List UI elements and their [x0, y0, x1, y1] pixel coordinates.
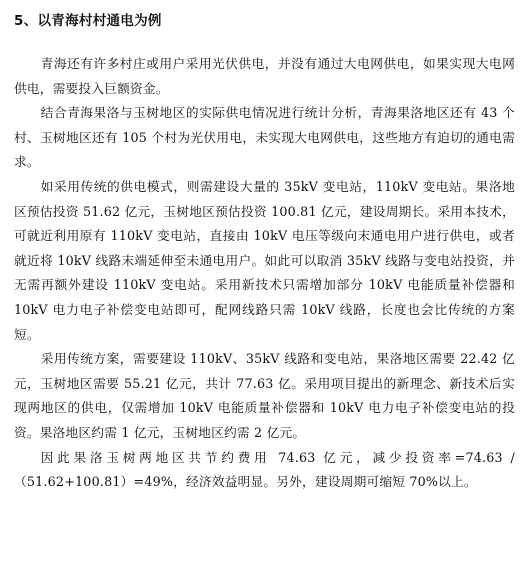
paragraph-conclusion: 因此果洛玉树两地区共节约费用 74.63 亿元，减少投资率=74.63 /（51.62+100.81）=49%，经济效益明显。另外，建设周期可缩短 70%以上。 [14, 449, 515, 490]
section-heading: 5、以青海村村通电为例 [14, 13, 162, 29]
paragraph-cost-comparison: 采用传统方案，需要建设 110kV、35kV 线路和变电站，果洛地区需要 22.42 亿元，玉树地区需要 55.21 亿元，共计 77.63 亿。采用项目提出的新理念、新技术后实现两地区的供电，仅需增加 10kV 电能质量补偿器和 10kV 电力电子补偿变电站的投资。果洛地区约需 1 亿元，玉树地区约需 2 亿元。 [14, 351, 515, 440]
paragraph-traditional-vs-new: 如采用传统的供电模式，则需建设大量的 35kV 变电站，110kV 变电站。果洛地区预估投资 51.62 亿元，玉树地区预估投资 100.81 亿元，建设周期长。采用本技术，可就近利用原有 110kV 变电站，直接由 10kV 电压等级向末通电用户进行供电，或者就近将 10kV 线路末端延伸至未通电用户。如此可以取消 35kV 线路与变电站投资，并无需再额外建设 110kV 变电站。采用新技术只需增加部分 10kV 电能质量补偿器和 10kV 电力电子补偿变电站即可，配网线路只需 10kV 线路，长度也会比传统的方案短。 [14, 178, 515, 342]
paragraph-statistics: 结合青海果洛与玉树地区的实际供电情况进行统计分析，青海果洛地区还有 43 个村、玉树地区还有 105 个村为光伏用电，未实现大电网供电，这些地方有迫切的通电需求。 [14, 105, 515, 170]
paragraph-intro: 青海还有许多村庄或用户采用光伏供电，并没有通过大电网供电，如果实现大电网供电，需要投入巨额资金。 [14, 56, 515, 96]
